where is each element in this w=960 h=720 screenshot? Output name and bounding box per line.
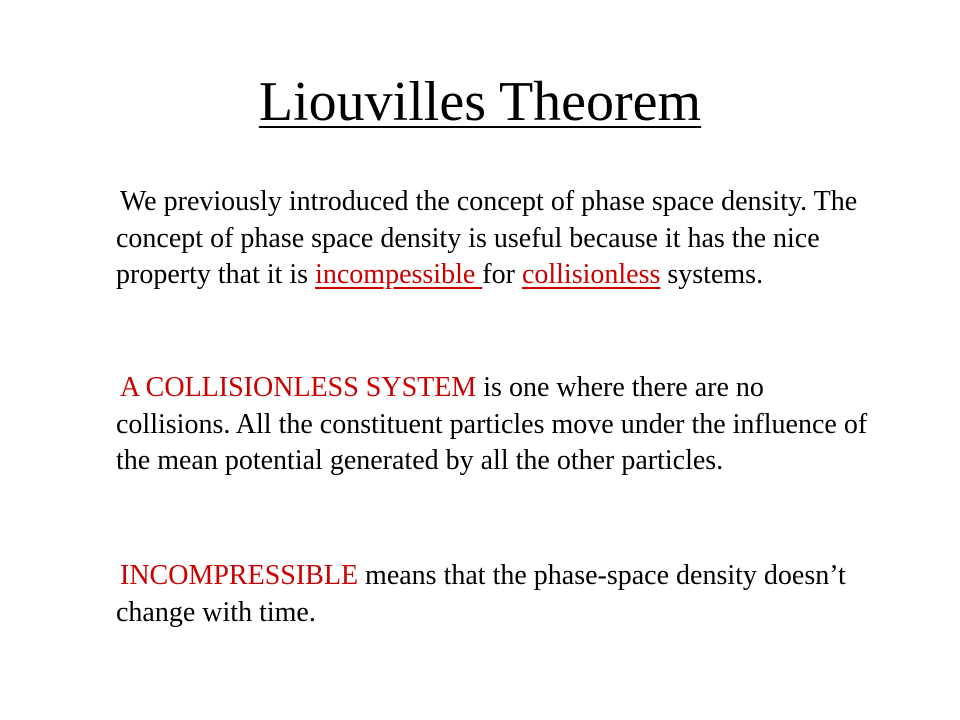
incompressible-link[interactable]: incompessible bbox=[315, 259, 483, 290]
collisionless-term: A COLLISIONLESS SYSTEM bbox=[120, 372, 477, 403]
paragraph-1-text-c: systems. bbox=[660, 259, 764, 290]
paragraph-phase-space-density bbox=[116, 184, 876, 294]
slide-title bbox=[0, 68, 960, 136]
paragraph-1-text-b: for bbox=[482, 259, 522, 290]
collisionless-link[interactable]: collisionless bbox=[521, 259, 661, 290]
paragraph-incompressible-definition bbox=[116, 558, 876, 631]
paragraph-3-text: means that the phase-space density doesn’t change with time. bbox=[116, 560, 846, 628]
paragraph-1-text-a: We previously introduced the concept of phase space density. The concept of phase space density is useful because it has the nice property that it is bbox=[116, 186, 858, 290]
slide-title-text: Liouvilles Theorem bbox=[258, 71, 702, 133]
incompressible-term: INCOMPRESSIBLE bbox=[120, 560, 359, 591]
paragraph-2-text: is one where there are no collisions. All the constituent particles move under the influence of the mean potential generated by all the other particles. bbox=[116, 372, 868, 476]
paragraph-collisionless-definition bbox=[116, 370, 876, 480]
